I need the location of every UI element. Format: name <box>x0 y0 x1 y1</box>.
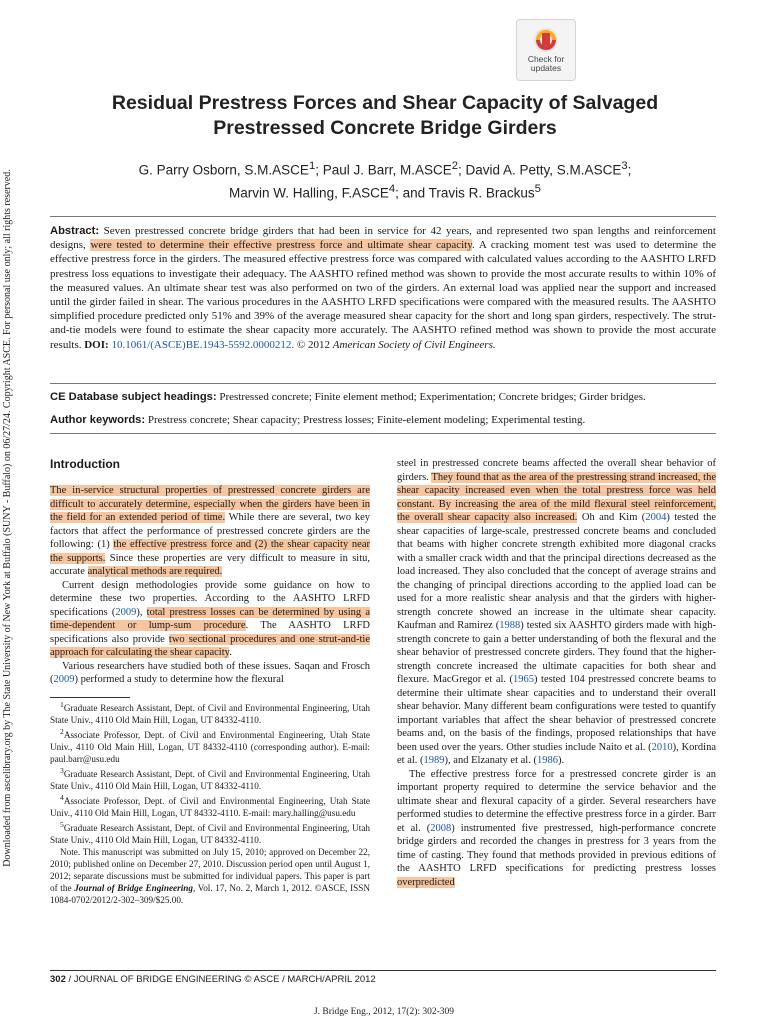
abstract-label: Abstract: <box>50 225 100 237</box>
citation-link[interactable]: 2004 <box>645 512 667 523</box>
citation-link[interactable]: 1988 <box>499 620 521 631</box>
citation-link[interactable]: 1989 <box>423 755 445 766</box>
citation-link[interactable]: 1965 <box>513 674 535 685</box>
title-line-2: Prestressed Concrete Bridge Girders <box>213 117 557 139</box>
highlight: were tested to determine their effective prestress force and ultimate shear capacity <box>90 239 473 252</box>
footnote-4: $^4$Associate Professor, Dept. of Civil and Environmental Engineering, Utah State Univ., 4110 Old Main Hill, Logan, UT 84332-4110. E-mail: mary.halling@usu.edu <box>50 793 370 819</box>
section-heading-introduction: Introduction <box>50 457 120 471</box>
author-keywords: Author keywords: Prestress concrete; Shear capacity; Prestress losses; Finite-element modeling; Experimental testing. <box>50 414 586 426</box>
footnote-1: $^1$Graduate Research Assistant, Dept. of Civil and Environmental Engineering, Utah State Univ., 4110 Old Main Hill, Logan, UT 84332-4110. <box>50 700 370 726</box>
bookmark-icon <box>533 27 559 55</box>
author-line-1: G. Parry Osborn, S.M.ASCE$^1$; Paul J. Barr, M.ASCE$^2$; David A. Petty, S.M.ASCE$^3$; <box>138 160 632 178</box>
citation-line: J. Bridge Eng., 2012, 17(2): 302-309 <box>313 1007 455 1017</box>
footnote-divider <box>50 697 130 698</box>
right-paragraph-2: The effective prestress force for a prestressed concrete girder is an important property required to determine the service behavior and the ultimate shear and flexural capacity of a girder. Several researchers have performed studies to determine the effective prestress force in a girder. Barr et al. (2008) instrumented five prestressed, high-performance concrete bridge girders and recorded the changes in prestress for 3 years from the time of casting. They found that methods provided in previous editions of the AASHTO LRFD specifications for predicting prestress losses overpredicted <box>397 768 717 888</box>
citation-link[interactable]: 2008 <box>430 822 452 834</box>
right-column-text <box>397 457 716 889</box>
doi-label: DOI: <box>84 338 109 351</box>
citation-link[interactable]: 2009 <box>115 606 137 618</box>
intro-paragraph-2: Current design methodologies provide some guidance on how to determine these two properties. According to the AASHTO LRFD specifications (2009), total prestress losses can be determined by using a time-dependent or lump-sum procedure. The AASHTO LRFD specifications also provide two sectional procedures and one strut-and-tie approach for calculating the shear capacity. <box>50 579 370 658</box>
download-notice: Downloaded from ascelibrary.org by The State University of New York at Buffalo (SUNY - Buffalo) on 06/27/24. Copyright ASCE. For personal use only; all rights reserved. <box>2 169 13 867</box>
right-paragraph-1: steel in prestressed concrete beams affected the overall shear behavior of girders. They found that as the area of the prestressing strand increased, the shear capacity increased even when the total prestress force was held constant. By increasing the area of the mild flexural steel reinforcement, the overall shear capacity also increased. Oh and Kim (2004) tested the shear capacities of large-scale, prestressed concrete beams and concluded that beams with higher concrete strength exhibited more diagonal cracks with a smaller crack width and that the principal directions decreased as the load increased. They also concluded that the concept of average strains and the changing of principal directions according to the applied load can be used for a more realistic shear analysis and that the girders with higher-strength concrete showed an increase in the ultimate shear capacity. Kaufman and Ramirez (1988) tested six AASHTO girders made with high-strength concrete to gain a better understanding of both the flexural and the shear behavior of prestressed concrete girders. They found that the higher-strength concrete increased the ultimate capacities for both shear and flexure. MacGregor et al. (1965) tested 104 prestressed concrete beams to determine their ultimate shear capacities and to understand their overall shear behavior. Many different beam configurations were tested to quantify important variables that affect the shear behavior of prestressed concrete beams and, on the basis of the findings, proposed relationships that have been used over the years. Other studies include Naito et al. (2010), Kordina et al. (1989), and Elzanaty et al. (1986). <box>397 458 717 766</box>
manuscript-note: Note. This manuscript was submitted on July 15, 2010; approved on December 22, 2010; published online on December 27, 2010. Discussion period open until August 1, 2012; separate discussions must be submitted for individual papers. This paper is part of the Journal of Bridge Engineering, Vol. 17, No. 2, March 1, 2012. ©ASCE, ISSN 1084-0702/2012/2-302–309/$25.00. <box>50 847 370 906</box>
badge-label-line1: Check for <box>527 54 565 64</box>
left-column-text <box>50 484 370 687</box>
page-number: 302 <box>50 974 66 985</box>
check-for-updates-button[interactable] <box>516 19 576 81</box>
top-divider <box>50 216 716 217</box>
intro-paragraph-1: The in-service structural properties of prestressed concrete girders are difficult to accurately determine, especially when the girders have been in the field for an extended period of time. While there are several, two key factors that affect the performance of prestressed concrete girders are the following: (1) the effective prestress force and (2) the shear capacity near the supports. Since these properties are very difficult to measure in situ, accurate analytical methods are required. <box>50 485 370 577</box>
title-line-1: Residual Prestress Forces and Shear Capacity of Salvaged <box>111 92 659 114</box>
footnote-5: $^5$Graduate Research Assistant, Dept. of Civil and Environmental Engineering, Utah State Univ., 4110 Old Main Hill, Logan, UT 84332-4110. <box>50 820 370 846</box>
author-line-2: Marvin W. Halling, F.ASCE$^4$; and Travis R. Brackus$^5$ <box>229 182 541 200</box>
citation-link[interactable]: 2009 <box>53 674 75 685</box>
footnotes <box>50 699 370 906</box>
citation-link[interactable]: 2010 <box>651 741 673 753</box>
footnote-2: $^2$Associate Professor, Dept. of Civil and Environmental Engineering, Utah State Univ., 4110 Old Main Hill, Logan, UT 84332-4110 (corresponding author). E-mail: paul.barr@usu.edu <box>50 727 370 765</box>
running-footer: 302 / JOURNAL OF BRIDGE ENGINEERING © ASCE / MARCH/APRIL 2012 <box>50 974 376 985</box>
badge-label-line2: updates <box>530 63 562 73</box>
doi-link[interactable]: 10.1061/(ASCE)BE.1943-5592.0000212. <box>111 338 295 351</box>
intro-paragraph-3: Various researchers have studied both of these issues. Saqan and Frosch (2009) performed a study to determine how the flexural <box>50 660 370 685</box>
article-title <box>40 91 730 141</box>
abstract: Abstract: Seven prestressed concrete bridge girders that had been in service for 42 years, and represented two span lengths and reinforcement designs, were tested to determine their effective prestress force and ultimate shear capacity. A cracking moment test was used to determine the effective prestress force in the girders. The measured effective prestress force was compared with calculated values according to the AASHTO LRFD prestress loss equations to investigate their adequacy. The AASHTO refined method was shown to provide the most accurate results to within 10% of the measured values. An ultimate shear test was also performed on two of the girders. An external load was applied near the support and increased until the girder failed in shear. The various procedures in the AASHTO LRFD specifications were compared with the measured results. The AASHTO simplified procedure predicted only 51% and 39% of the average measured shear capacity for the short and long span girders, respectively. The strut-and-tie models were found to estimate the shear capacity more accurately. The AASHTO refined method was shown to provide the most accurate results. DOI: 10.1061/(ASCE)BE.1943-5592.0000212. © 2012 American Society of Civil Engineers. <box>50 225 717 351</box>
ce-subject-headings: CE Database subject headings: Prestressed concrete; Finite element method; Experimentation; Concrete bridges; Girder bridges. <box>50 391 646 403</box>
citation-link[interactable]: 1986 <box>536 755 558 766</box>
footer-divider <box>50 970 716 971</box>
footnote-3: $^3$Graduate Research Assistant, Dept. of Civil and Environmental Engineering, Utah State Univ., 4110 Old Main Hill, Logan, UT 84332-4110. <box>50 766 370 792</box>
abstract-divider <box>50 383 716 384</box>
author-list <box>40 157 730 202</box>
keywords-divider <box>50 433 716 434</box>
